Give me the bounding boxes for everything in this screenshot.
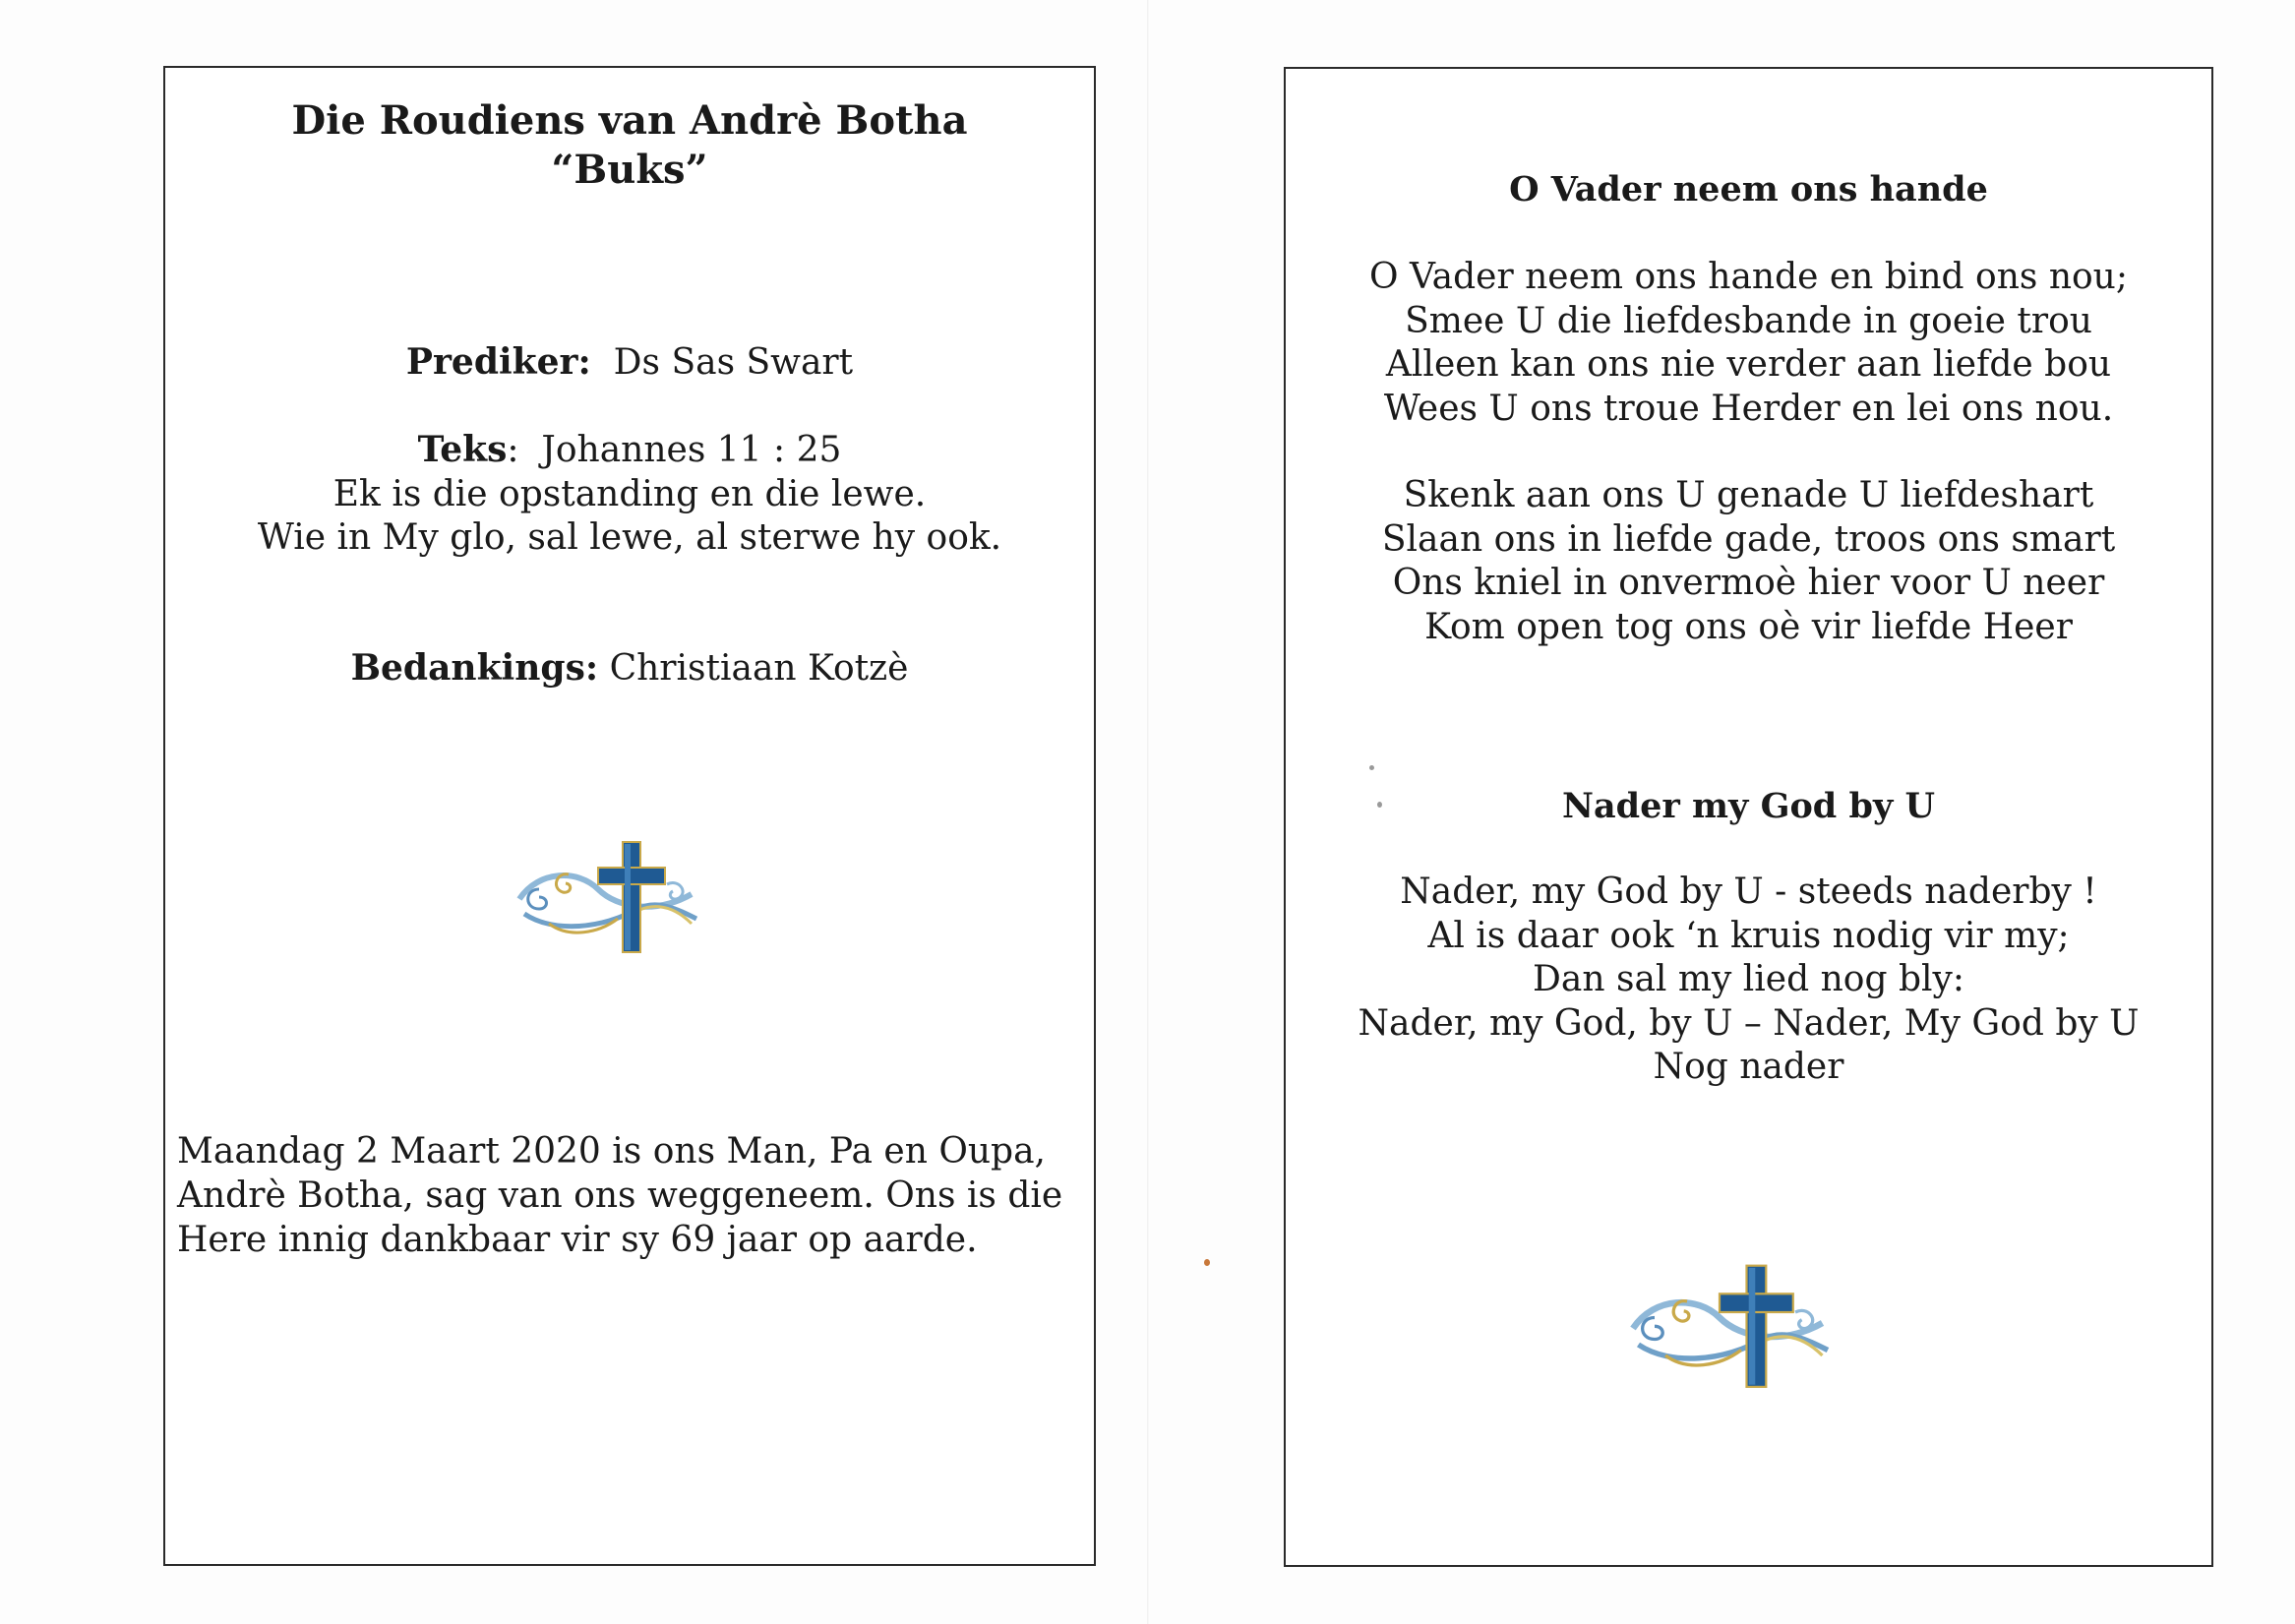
hymn1-stanza1-line4: Wees U ons troue Herder en lei ons nou. xyxy=(1383,388,2114,429)
hymn1-title: O Vader neem ons hande xyxy=(1509,169,1988,210)
hymn2-line1: Nader, my God by U - steeds naderby ! xyxy=(1400,872,2097,912)
closing-paragraph xyxy=(177,1129,1084,1262)
bedankings-line xyxy=(165,646,1094,692)
verse-line-2: Wie in My glo, sal lewe, al sterwe hy ook. xyxy=(257,517,1002,558)
hymn2-verse xyxy=(1286,871,2211,1090)
hymn1-stanza1-line1: O Vader neem ons hande en bind ons nou; xyxy=(1368,257,2128,297)
page-fold xyxy=(1147,0,1149,1624)
teks-line xyxy=(165,428,1094,473)
hymn2-line5: Nog nader xyxy=(1653,1047,1844,1087)
bedankings-label: Bedankings: xyxy=(350,647,599,689)
hymn1-stanza1-line3: Alleen kan ons nie verder aan liefde bou xyxy=(1385,344,2112,385)
hymn1-stanza2-line2: Slaan ons in liefde gade, troos ons smart xyxy=(1381,518,2116,560)
hymn2-line3: Dan sal my lied nog bly: xyxy=(1533,959,1964,999)
hymn2-line2: Al is daar ook ‘n kruis nodig vir my; xyxy=(1427,915,2070,956)
left-panel xyxy=(163,66,1096,1566)
hymn1-stanza2-line1: Skenk aan ons U genade U liefdeshart xyxy=(1403,475,2094,515)
service-title xyxy=(165,96,1094,195)
scan-speck xyxy=(1377,802,1382,808)
hymn2-line4: Nader, my God, by U – Nader, My God by U xyxy=(1358,1002,2140,1044)
prediker-line xyxy=(165,340,1094,386)
scan-speck xyxy=(1369,765,1374,770)
closing-line-3: Here innig dankbaar vir sy 69 jaar op aarde. xyxy=(177,1220,978,1260)
teks-reference: Johannes 11 : 25 xyxy=(541,430,842,470)
hymn1-stanza2 xyxy=(1286,474,2211,649)
closing-line-2: Andrè Botha, sag van ons weggeneem. Ons is die xyxy=(177,1175,1063,1216)
bedankings-value: Christiaan Kotzè xyxy=(609,648,909,689)
hymn1-stanza1-line2: Smee U die liefdesbande in goeie trou xyxy=(1405,300,2092,341)
service-title-line2: “Buks” xyxy=(551,147,708,193)
right-panel xyxy=(1284,67,2213,1567)
scan-speck xyxy=(1204,1259,1210,1266)
cross-flourish-icon xyxy=(1622,1249,1839,1397)
hymn2-title: Nader my God by U xyxy=(1561,786,1935,826)
hymn1-stanza2-line3: Ons kniel in onvermoè hier voor U neer xyxy=(1392,563,2105,603)
teks-block xyxy=(165,428,1094,561)
service-title-line1: Die Roudiens van Andrè Botha xyxy=(291,97,968,144)
hymn1-stanza2-line4: Kom open tog ons oè vir liefde Heer xyxy=(1424,606,2073,647)
teks-colon: : xyxy=(507,430,519,470)
prediker-label: Prediker: xyxy=(405,341,591,383)
prediker-value: Ds Sas Swart xyxy=(613,342,854,383)
teks-label: Teks xyxy=(417,429,508,470)
hymn1-stanza1 xyxy=(1286,256,2211,431)
closing-line-1: Maandag 2 Maart 2020 is ons Man, Pa en Oupa, xyxy=(177,1131,1046,1172)
verse-line-1: Ek is die opstanding en die lewe. xyxy=(332,473,927,514)
cross-flourish-icon xyxy=(510,830,706,958)
